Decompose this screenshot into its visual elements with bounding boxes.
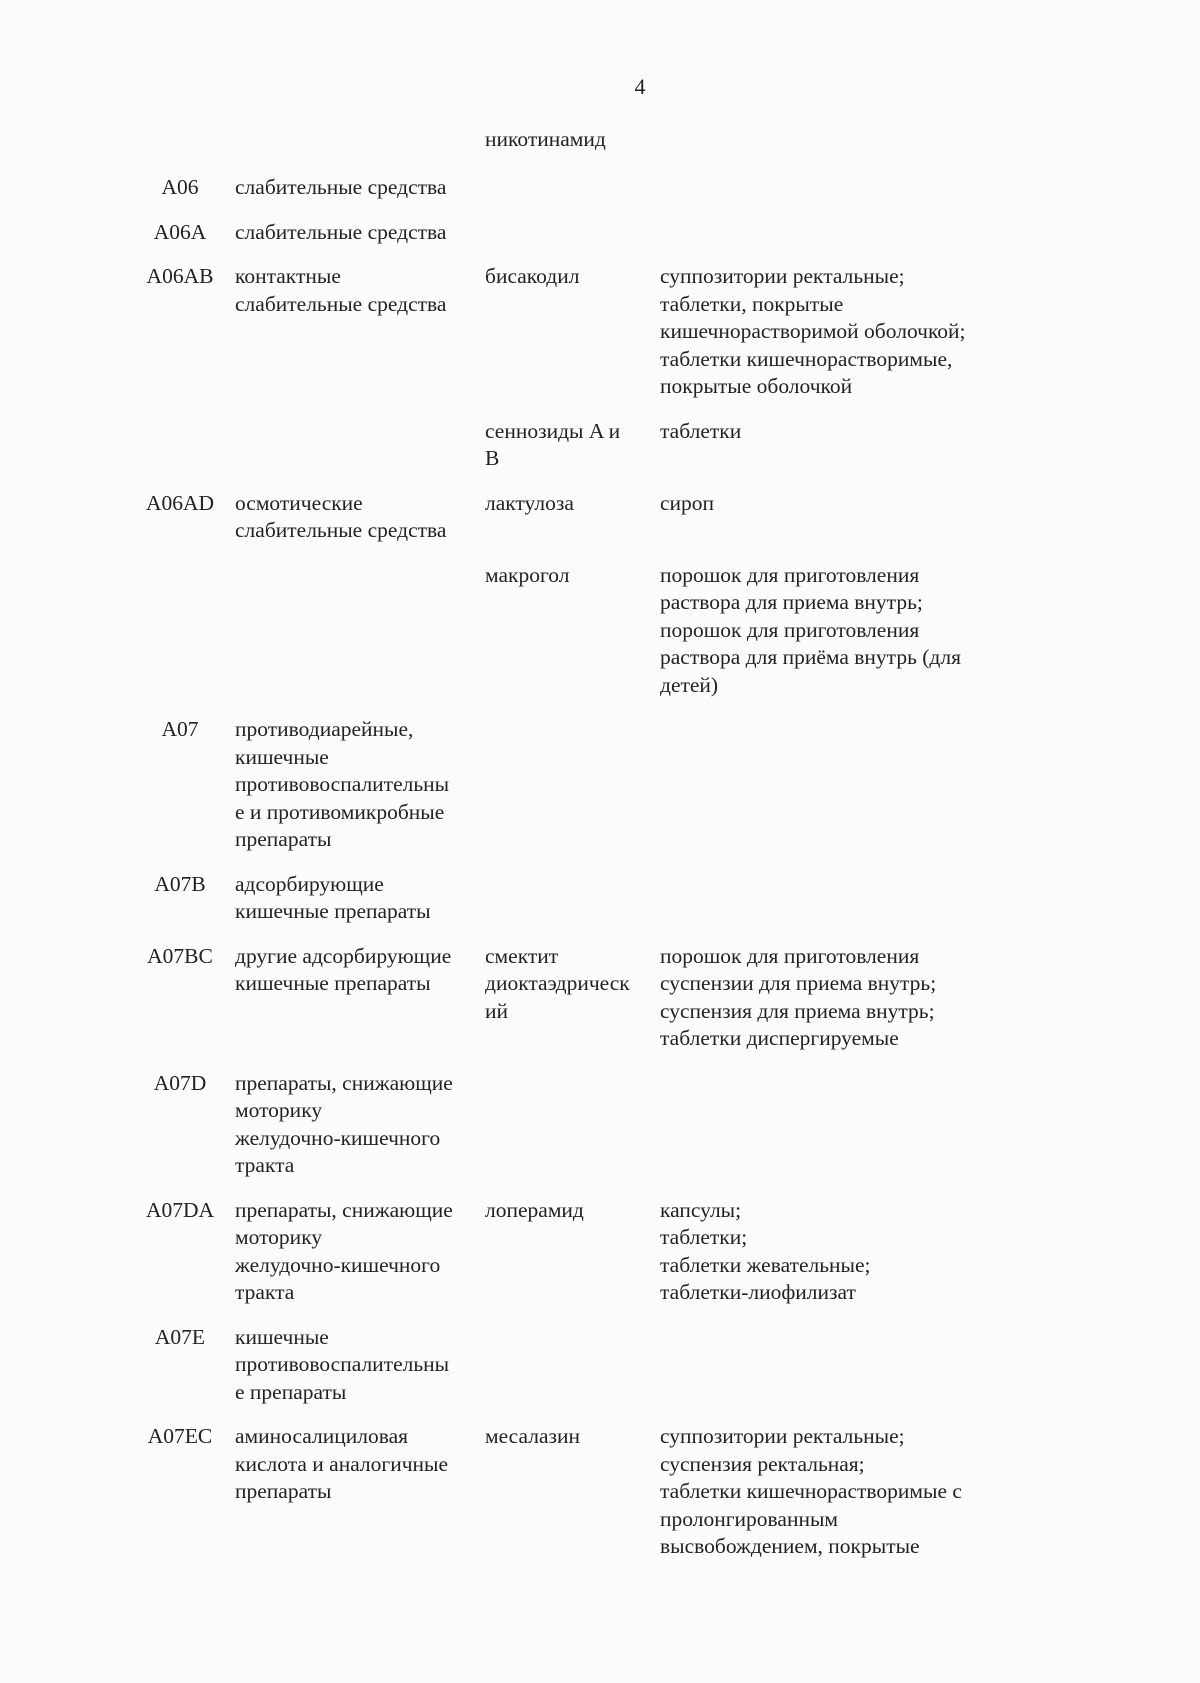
table-row: [0, 263, 1200, 401]
table-row: [0, 1423, 1200, 1561]
atc-code: A06A: [153, 219, 207, 244]
atc-code-cell: [125, 1197, 235, 1225]
group-cell: [235, 1423, 485, 1506]
group-line: препараты: [235, 827, 332, 851]
group-line: слабительные средства: [235, 291, 447, 316]
atc-code-cell: [125, 1423, 235, 1451]
drug-cell: [485, 418, 660, 473]
group-line: адсорбирующие: [235, 871, 384, 896]
group-line: слабительные средства: [235, 518, 447, 542]
group-line: противодиарейные,: [235, 717, 414, 741]
form-cell: [660, 418, 1020, 446]
atc-code: A07E: [154, 1324, 206, 1349]
group-line: осмотические: [235, 490, 363, 515]
atc-code: A07B: [154, 871, 206, 896]
form-cell: [660, 1423, 1020, 1561]
table-row: [0, 562, 1200, 700]
drug-line: B: [485, 446, 500, 470]
form-line: кишечнорастворимой оболочкой;: [660, 319, 966, 343]
group-cell: [235, 263, 485, 318]
form-line: детей): [660, 672, 719, 697]
atc-code-cell: [125, 871, 235, 899]
atc-code: A06: [161, 175, 199, 199]
group-cell: [235, 943, 485, 998]
group-cell: [235, 174, 485, 202]
drug-line: лактулоза: [485, 490, 574, 515]
group-line: слабительные средства: [235, 175, 447, 199]
table-row: [0, 943, 1200, 1053]
group-line: моторику: [235, 1225, 323, 1249]
drug-cell: [485, 263, 660, 291]
group-line: аминосалициловая: [235, 1424, 409, 1448]
group-line: кишечные: [235, 744, 329, 769]
form-line: капсулы;: [660, 1197, 742, 1222]
atc-code: A06AB: [146, 264, 214, 288]
atc-code-cell: [125, 716, 235, 744]
atc-code-cell: [125, 490, 235, 518]
table-row: [0, 219, 1200, 247]
drug-cell: [485, 562, 660, 590]
drug-line: месалазин: [485, 1424, 580, 1448]
form-line: сироп: [660, 490, 715, 515]
form-cell: [660, 490, 1020, 518]
group-line: противовоспалительны: [235, 772, 450, 796]
group-line: кишечные препараты: [235, 899, 431, 923]
table-row: [0, 418, 1200, 473]
atc-code-cell: [125, 943, 235, 971]
form-cell: [660, 1197, 1020, 1307]
atc-code: A07BC: [147, 943, 213, 968]
form-line: раствора для приёма внутрь (для: [660, 645, 961, 669]
table-row-continuation: [0, 126, 1200, 174]
atc-code-cell: [125, 174, 235, 202]
group-cell: [235, 219, 485, 247]
drug-line: бисакодил: [485, 264, 580, 288]
drug-cell: [485, 943, 660, 1026]
form-line: суппозитории ректальные;: [660, 264, 905, 288]
group-line: кислота и аналогичные: [235, 1451, 449, 1476]
drug-line: сеннозиды A и: [485, 418, 621, 443]
form-line: таблетки диспергируемые: [660, 1026, 899, 1050]
drug-cell: [485, 490, 660, 518]
form-cell: [660, 263, 1020, 401]
form-line: пролонгированным: [660, 1506, 839, 1531]
atc-code-cell: [125, 263, 235, 291]
group-line: противовоспалительны: [235, 1352, 450, 1376]
drug-line: ий: [485, 998, 509, 1023]
group-line: препараты, снижающие: [235, 1197, 453, 1222]
form-line: высвобождением, покрытые: [660, 1534, 920, 1558]
atc-code-cell: [125, 219, 235, 247]
drug-line: смектит: [485, 943, 559, 968]
drug-cell: [485, 126, 660, 154]
table-row: [0, 490, 1200, 545]
group-line: моторику: [235, 1098, 323, 1122]
group-line: е препараты: [235, 1379, 347, 1404]
drug-cell: [485, 1197, 660, 1225]
drug-line: макрогол: [485, 562, 570, 587]
group-line: кишечные препараты: [235, 971, 431, 995]
form-line: таблетки: [660, 418, 742, 443]
form-line: таблетки, покрытые: [660, 291, 844, 316]
form-line: таблетки кишечнорастворимые,: [660, 346, 953, 371]
drug-line: лоперамид: [485, 1197, 584, 1222]
form-line: порошок для приготовления: [660, 617, 920, 642]
drug-cell: [485, 1423, 660, 1451]
group-line: желудочно-кишечного: [235, 1252, 441, 1277]
medication-table: [0, 126, 1200, 1561]
form-line: суппозитории ректальные;: [660, 1424, 905, 1448]
table-row: [0, 1070, 1200, 1180]
atc-code-cell: [125, 1324, 235, 1352]
group-cell: [235, 1324, 485, 1407]
group-cell: [235, 716, 485, 854]
group-line: другие адсорбирующие: [235, 943, 452, 968]
group-cell: [235, 871, 485, 926]
page-number: 4: [634, 74, 646, 99]
group-line: препараты, снижающие: [235, 1070, 453, 1095]
group-line: слабительные средства: [235, 219, 447, 244]
group-line: кишечные: [235, 1324, 329, 1349]
group-line: е и противомикробные: [235, 799, 445, 824]
group-cell: [235, 1197, 485, 1307]
atc-code: A07EC: [147, 1424, 213, 1448]
table-rows: [0, 174, 1200, 1561]
form-line: суспензия для приема внутрь;: [660, 998, 935, 1023]
atc-code: A07D: [153, 1070, 207, 1095]
table-row: [0, 1197, 1200, 1307]
form-line: таблетки;: [660, 1225, 748, 1249]
group-line: контактные: [235, 264, 341, 288]
group-line: тракта: [235, 1153, 295, 1177]
form-line: таблетки кишечнорастворимые с: [660, 1479, 962, 1503]
group-line: желудочно-кишечного: [235, 1125, 441, 1150]
atc-code: A07: [161, 717, 199, 741]
form-line: суспензия ректальная;: [660, 1451, 865, 1476]
atc-code-cell: [125, 1070, 235, 1098]
form-line: таблетки жевательные;: [660, 1252, 871, 1277]
drug-name: никотинамид: [485, 127, 606, 151]
form-line: покрытые оболочкой: [660, 374, 853, 398]
form-line: раствора для приема внутрь;: [660, 590, 923, 614]
form-cell: [660, 562, 1020, 700]
drug-line: диоктаэдрическ: [485, 971, 630, 995]
group-cell: [235, 1070, 485, 1180]
form-line: таблетки-лиофилизат: [660, 1280, 856, 1304]
form-line: порошок для приготовления: [660, 943, 920, 968]
table-row: [0, 1324, 1200, 1407]
form-line: суспензии для приема внутрь;: [660, 971, 937, 995]
group-line: препараты: [235, 1479, 332, 1503]
table-row: [0, 716, 1200, 854]
group-cell: [235, 490, 485, 545]
form-cell: [660, 943, 1020, 1053]
atc-code: A06AD: [145, 490, 215, 515]
table-row: [0, 871, 1200, 926]
form-line: порошок для приготовления: [660, 562, 920, 587]
group-line: тракта: [235, 1280, 295, 1304]
atc-code: A07DA: [145, 1197, 215, 1222]
table-row: [0, 174, 1200, 202]
